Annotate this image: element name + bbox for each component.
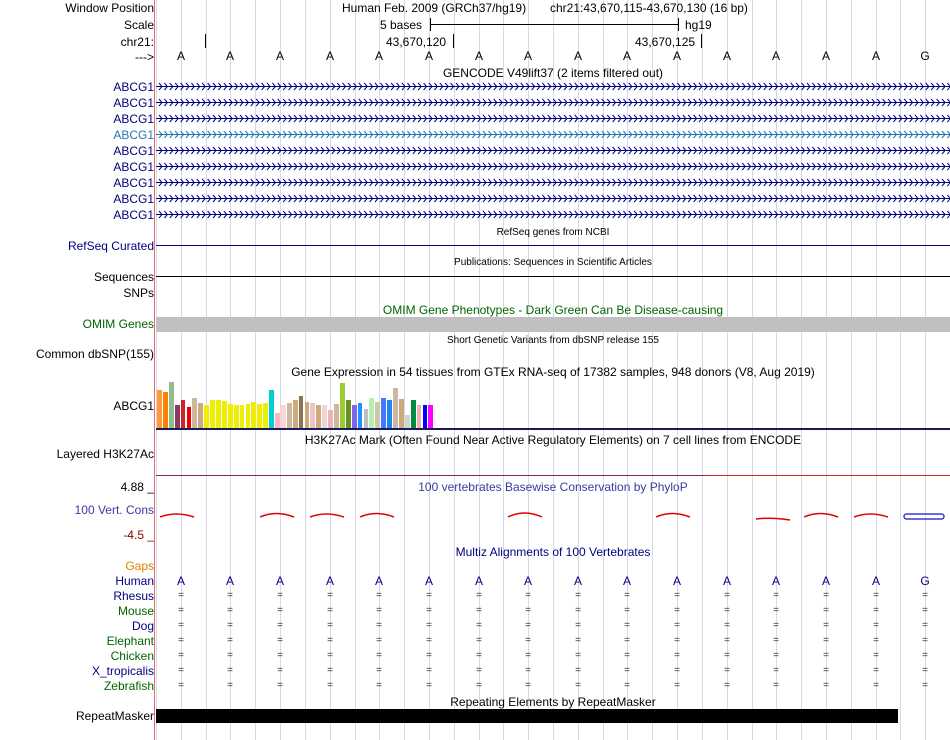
- gtex-bar[interactable]: [334, 404, 339, 428]
- scale-label: Scale: [123, 18, 154, 32]
- alignment-match: =: [227, 620, 233, 631]
- species-label[interactable]: Elephant: [106, 634, 154, 648]
- alignment-match: =: [227, 680, 233, 691]
- phylop-trough: [756, 518, 790, 520]
- multiz-title: Multiz Alignments of 100 Vertebrates: [455, 545, 651, 559]
- alignment-match: =: [178, 590, 184, 601]
- alignment-match: =: [724, 680, 730, 691]
- gtex-bar[interactable]: [246, 404, 251, 428]
- panel-divider: [154, 0, 155, 740]
- species-label[interactable]: Mouse: [117, 604, 154, 618]
- base-letter: A: [871, 49, 880, 63]
- gtex-bar[interactable]: [293, 400, 298, 428]
- alignment-match: =: [327, 665, 333, 676]
- alignment-match: =: [873, 590, 879, 601]
- alignment-match: =: [227, 650, 233, 661]
- alignment-match: =: [773, 635, 779, 646]
- gtex-bar[interactable]: [369, 398, 374, 428]
- base-letter: A: [821, 574, 830, 588]
- alignment-match: =: [178, 635, 184, 646]
- gtex-bar[interactable]: [192, 398, 197, 428]
- alignment-match: =: [426, 680, 432, 691]
- alignment-match: =: [277, 590, 283, 601]
- gene-label[interactable]: ABCG1: [113, 80, 154, 94]
- gene-feature[interactable]: [156, 114, 950, 123]
- species-label[interactable]: X_tropicalis: [91, 664, 154, 678]
- alignment-match: =: [823, 620, 829, 631]
- base-letter: A: [225, 49, 234, 63]
- gtex-bar[interactable]: [175, 405, 180, 428]
- assembly-text: Human Feb. 2009 (GRCh37/hg19): [342, 1, 527, 15]
- alignment-match: =: [575, 620, 581, 631]
- omim-title: OMIM Gene Phenotypes - Dark Green Can Be Disease-causing: [382, 303, 724, 317]
- gtex-bar[interactable]: [358, 403, 363, 428]
- alignment-match: =: [227, 605, 233, 616]
- gtex-bar[interactable]: [204, 405, 209, 428]
- alignment-match: =: [525, 665, 531, 676]
- gtex-bar[interactable]: [228, 404, 233, 428]
- base-letter: A: [374, 49, 383, 63]
- alignment-match: =: [426, 590, 432, 601]
- alignment-match: =: [327, 650, 333, 661]
- alignment-match: =: [327, 620, 333, 631]
- gene-feature[interactable]: [156, 98, 950, 107]
- gtex-bar[interactable]: [257, 404, 262, 428]
- gene-label[interactable]: ABCG1: [113, 144, 154, 158]
- sequences-line[interactable]: [156, 276, 950, 277]
- alignment-match: =: [575, 590, 581, 601]
- alignment-match: =: [674, 620, 680, 631]
- alignment-match: =: [873, 650, 879, 661]
- gene-label[interactable]: ABCG1: [113, 176, 154, 190]
- gtex-bar[interactable]: [281, 405, 286, 428]
- alignment-match: =: [624, 590, 630, 601]
- alignment-match: =: [476, 680, 482, 691]
- gtex-bar[interactable]: [287, 403, 292, 428]
- alignment-match: =: [178, 680, 184, 691]
- scale-tick: [430, 18, 431, 31]
- alignment-match: =: [773, 605, 779, 616]
- alignment-match: =: [624, 650, 630, 661]
- alignment-match: =: [227, 635, 233, 646]
- alignment-match: =: [376, 680, 382, 691]
- phylop-peak: [656, 514, 690, 518]
- phylop-peak: [804, 514, 838, 518]
- strand-label: --->: [135, 50, 154, 64]
- gtex-bar[interactable]: [198, 403, 203, 428]
- alignment-match: =: [277, 680, 283, 691]
- gene-feature[interactable]: [156, 146, 950, 155]
- alignment-match: =: [525, 650, 531, 661]
- coord-label: 43,670,120: [386, 35, 447, 49]
- gtex-bar[interactable]: [275, 413, 280, 428]
- gtex-bar[interactable]: [328, 410, 333, 428]
- gtex-bar[interactable]: [340, 383, 345, 428]
- alignment-match: =: [426, 665, 432, 676]
- alignment-match: =: [922, 620, 928, 631]
- gene-label[interactable]: ABCG1: [113, 192, 154, 206]
- gtex-bar[interactable]: [310, 403, 315, 428]
- alignment-match: =: [376, 620, 382, 631]
- gene-label[interactable]: ABCG1: [113, 128, 154, 142]
- gene-feature[interactable]: [156, 194, 950, 203]
- gtex-bar[interactable]: [181, 400, 186, 428]
- species-label[interactable]: Dog: [131, 619, 154, 633]
- base-letter: A: [821, 49, 830, 63]
- alignment-match: =: [525, 605, 531, 616]
- alignment-match: =: [922, 650, 928, 661]
- alignment-match: =: [724, 605, 730, 616]
- species-label[interactable]: Zebrafish: [103, 679, 154, 693]
- gtex-bar[interactable]: [352, 405, 357, 428]
- gtex-bar[interactable]: [169, 382, 174, 428]
- gene-label[interactable]: ABCG1: [113, 160, 154, 174]
- gaps-label[interactable]: Gaps: [125, 559, 154, 573]
- gtex-bar[interactable]: [269, 390, 274, 428]
- base-letter: A: [771, 49, 780, 63]
- refseq-line[interactable]: [156, 245, 950, 246]
- window-position-label: Window Position: [65, 1, 154, 15]
- alignment-match: =: [277, 605, 283, 616]
- base-letter: A: [771, 574, 780, 588]
- alignment-match: =: [674, 665, 680, 676]
- base-letter: A: [374, 574, 383, 588]
- base-letter: A: [622, 49, 631, 63]
- alignment-match: =: [922, 635, 928, 646]
- alignment-match: =: [525, 680, 531, 691]
- h3k27ac-signal[interactable]: [706, 475, 950, 476]
- alignment-match: =: [525, 620, 531, 631]
- coord-tick: [701, 34, 702, 48]
- base-letter: A: [275, 574, 284, 588]
- alignment-match: =: [873, 635, 879, 646]
- alignment-match: =: [277, 650, 283, 661]
- base-letter: A: [474, 49, 483, 63]
- alignment-match: =: [823, 605, 829, 616]
- h3k27ac-signal[interactable]: [156, 475, 706, 476]
- gtex-bar[interactable]: [375, 402, 380, 428]
- alignment-match: =: [476, 620, 482, 631]
- gtex-bar[interactable]: [316, 405, 321, 428]
- alignment-match: =: [277, 635, 283, 646]
- gtex-bar[interactable]: [157, 390, 162, 428]
- alignment-match: =: [476, 590, 482, 601]
- alignment-match: =: [922, 590, 928, 601]
- repeatmasker-title: Repeating Elements by RepeatMasker: [450, 695, 656, 709]
- gtex-bar[interactable]: [187, 407, 192, 428]
- base-letter: A: [325, 49, 334, 63]
- gtex-bar[interactable]: [399, 399, 404, 428]
- species-label[interactable]: Rhesus: [113, 589, 154, 603]
- alignment-match: =: [426, 620, 432, 631]
- alignment-match: =: [773, 650, 779, 661]
- gtex-bar[interactable]: [387, 400, 392, 428]
- alignment-match: =: [525, 635, 531, 646]
- alignment-match: =: [476, 635, 482, 646]
- gene-feature[interactable]: [156, 162, 950, 171]
- base-letter: A: [573, 574, 582, 588]
- alignment-match: =: [178, 665, 184, 676]
- gene-feature[interactable]: [156, 130, 950, 139]
- phylop-peak: [160, 514, 194, 517]
- base-letter: A: [871, 574, 880, 588]
- coord-tick: [205, 34, 206, 48]
- phylop-peak: [260, 514, 294, 518]
- gtex-bar[interactable]: [411, 400, 416, 428]
- gtex-bar[interactable]: [322, 405, 327, 428]
- gene-feature[interactable]: [156, 82, 950, 91]
- gene-feature[interactable]: [156, 178, 950, 187]
- alignment-match: =: [327, 635, 333, 646]
- alignment-match: =: [426, 635, 432, 646]
- alignment-match: =: [575, 665, 581, 676]
- browser-image[interactable]: [156, 0, 950, 740]
- alignment-match: =: [227, 665, 233, 676]
- gtex-bar[interactable]: [364, 409, 369, 428]
- gtex-bar[interactable]: [305, 402, 310, 428]
- alignment-match: =: [327, 605, 333, 616]
- species-label[interactable]: Chicken: [110, 649, 154, 663]
- alignment-match: =: [823, 650, 829, 661]
- alignment-match: =: [426, 605, 432, 616]
- phylop-min-label: -4.5 _: [123, 528, 154, 542]
- alignment-match: =: [873, 665, 879, 676]
- alignment-match: =: [773, 620, 779, 631]
- gtex-bar[interactable]: [222, 401, 227, 428]
- base-letter: A: [325, 574, 334, 588]
- gtex-bar[interactable]: [263, 403, 268, 428]
- gencode-title: GENCODE V49lift37 (2 items filtered out): [442, 66, 664, 80]
- alignment-match: =: [823, 590, 829, 601]
- repeatmasker-bar[interactable]: [156, 709, 898, 723]
- gtex-bar[interactable]: [234, 405, 239, 428]
- phylop-peak: [310, 514, 344, 517]
- base-letter: A: [225, 574, 234, 588]
- h3k27ac-label[interactable]: Layered H3K27Ac: [56, 447, 154, 461]
- base-letter: A: [176, 49, 185, 63]
- phylop-label[interactable]: 100 Vert. Cons: [74, 503, 154, 517]
- alignment-match: =: [823, 680, 829, 691]
- base-letter: A: [176, 574, 185, 588]
- base-letter: A: [722, 49, 731, 63]
- alignment-match: =: [376, 590, 382, 601]
- gtex-bars[interactable]: [156, 378, 950, 428]
- scale-db: hg19: [685, 18, 712, 32]
- chrom-label: chr21:: [120, 35, 154, 49]
- alignment-match: =: [376, 635, 382, 646]
- base-letter: A: [573, 49, 582, 63]
- common-dbsnp-label[interactable]: Common dbSNP(155): [35, 347, 154, 361]
- alignment-match: =: [476, 665, 482, 676]
- repeatmasker-label[interactable]: RepeatMasker: [75, 709, 154, 723]
- omim-bar[interactable]: [156, 317, 950, 332]
- position-text: chr21:43,670,115-43,670,130 (16 bp): [550, 1, 748, 15]
- alignment-match: =: [575, 605, 581, 616]
- alignment-match: =: [674, 605, 680, 616]
- base-letter: A: [424, 574, 433, 588]
- phylop-blue-mark: [904, 514, 944, 519]
- base-letter: A: [672, 49, 681, 63]
- alignment-match: =: [376, 605, 382, 616]
- alignment-match: =: [476, 650, 482, 661]
- gtex-baseline: [156, 428, 950, 430]
- gtex-title: Gene Expression in 54 tissues from GTEx RNA-seq of 17382 samples, 948 donors (V8, Aug 2019): [291, 365, 815, 379]
- alignment-match: =: [922, 665, 928, 676]
- snps-label[interactable]: SNPs: [123, 286, 154, 300]
- alignment-match: =: [724, 665, 730, 676]
- alignment-match: =: [724, 635, 730, 646]
- species-label[interactable]: Human: [115, 574, 154, 588]
- alignment-match: =: [426, 650, 432, 661]
- alignment-match: =: [327, 590, 333, 601]
- alignment-match: =: [773, 680, 779, 691]
- gtex-gene-label[interactable]: ABCG1: [113, 399, 154, 413]
- alignment-match: =: [724, 620, 730, 631]
- gtex-bar[interactable]: [417, 405, 422, 428]
- alignment-match: =: [327, 680, 333, 691]
- base-letter: A: [474, 574, 483, 588]
- gtex-bar[interactable]: [216, 400, 221, 428]
- alignment-match: =: [624, 620, 630, 631]
- alignment-match: =: [277, 665, 283, 676]
- alignment-match: =: [674, 650, 680, 661]
- base-letter: A: [672, 574, 681, 588]
- alignment-match: =: [376, 665, 382, 676]
- gtex-bar[interactable]: [299, 396, 304, 428]
- gtex-bar[interactable]: [163, 392, 168, 428]
- alignment-match: =: [624, 665, 630, 676]
- alignment-match: =: [227, 590, 233, 601]
- coord-tick: [453, 34, 454, 48]
- alignment-match: =: [922, 680, 928, 691]
- base-letter: A: [622, 574, 631, 588]
- base-letter: A: [523, 49, 532, 63]
- base-letter: A: [722, 574, 731, 588]
- alignment-match: =: [575, 680, 581, 691]
- gtex-bar[interactable]: [210, 400, 215, 428]
- phylop-peak: [508, 513, 542, 517]
- publications-title: Publications: Sequences in Scientific Articles: [454, 257, 652, 268]
- alignment-match: =: [873, 620, 879, 631]
- sequences-label[interactable]: Sequences: [93, 270, 154, 284]
- coord-label: 43,670,125: [635, 35, 696, 49]
- alignment-match: =: [873, 680, 879, 691]
- alignment-match: =: [525, 590, 531, 601]
- base-letter: G: [920, 49, 930, 63]
- alignment-match: =: [674, 635, 680, 646]
- dbsnp-title: Short Genetic Variants from dbSNP release 155: [447, 335, 659, 346]
- refseq-title: RefSeq genes from NCBI: [496, 227, 610, 238]
- alignment-match: =: [376, 650, 382, 661]
- alignment-match: =: [624, 605, 630, 616]
- gene-label[interactable]: ABCG1: [113, 208, 154, 222]
- omim-label[interactable]: OMIM Genes: [82, 317, 154, 331]
- gtex-bar[interactable]: [381, 398, 386, 428]
- alignment-match: =: [575, 635, 581, 646]
- gtex-bar[interactable]: [405, 415, 410, 428]
- phylop-title: 100 vertebrates Basewise Conservation by PhyloP: [418, 480, 688, 494]
- alignment-match: =: [773, 665, 779, 676]
- alignment-match: =: [823, 665, 829, 676]
- scale-tick: [678, 18, 679, 31]
- phylop-peak: [360, 514, 394, 518]
- gtex-bar[interactable]: [251, 402, 256, 428]
- gtex-bar[interactable]: [428, 405, 433, 428]
- alignment-match: =: [277, 620, 283, 631]
- gene-label[interactable]: ABCG1: [113, 96, 154, 110]
- base-letter: A: [523, 574, 532, 588]
- alignment-match: =: [674, 590, 680, 601]
- gene-feature[interactable]: [156, 210, 950, 219]
- gtex-bar[interactable]: [423, 405, 428, 428]
- alignment-match: =: [575, 650, 581, 661]
- gtex-bar[interactable]: [346, 400, 351, 428]
- gtex-bar[interactable]: [240, 405, 245, 428]
- base-letter: G: [920, 574, 930, 588]
- phylop-plot[interactable]: [156, 505, 950, 529]
- alignment-match: =: [476, 605, 482, 616]
- h3k27ac-title: H3K27Ac Mark (Often Found Near Active Regulatory Elements) on 7 cell lines from ENCODE: [304, 433, 802, 447]
- base-letter: A: [424, 49, 433, 63]
- alignment-match: =: [624, 635, 630, 646]
- alignment-match: =: [178, 605, 184, 616]
- gene-label[interactable]: ABCG1: [113, 112, 154, 126]
- alignment-match: =: [724, 650, 730, 661]
- alignment-match: =: [624, 680, 630, 691]
- phylop-max-label: 4.88 _: [120, 480, 154, 494]
- scale-bar: [430, 24, 678, 25]
- alignment-match: =: [674, 680, 680, 691]
- alignment-match: =: [773, 590, 779, 601]
- alignment-match: =: [178, 650, 184, 661]
- alignment-match: =: [178, 620, 184, 631]
- base-letter: A: [275, 49, 284, 63]
- refseq-label[interactable]: RefSeq Curated: [67, 239, 154, 253]
- alignment-match: =: [922, 605, 928, 616]
- alignment-match: =: [724, 590, 730, 601]
- alignment-match: =: [823, 635, 829, 646]
- alignment-match: =: [873, 605, 879, 616]
- scale-text: 5 bases: [380, 18, 423, 32]
- gtex-bar[interactable]: [393, 388, 398, 428]
- phylop-peak: [854, 514, 888, 517]
